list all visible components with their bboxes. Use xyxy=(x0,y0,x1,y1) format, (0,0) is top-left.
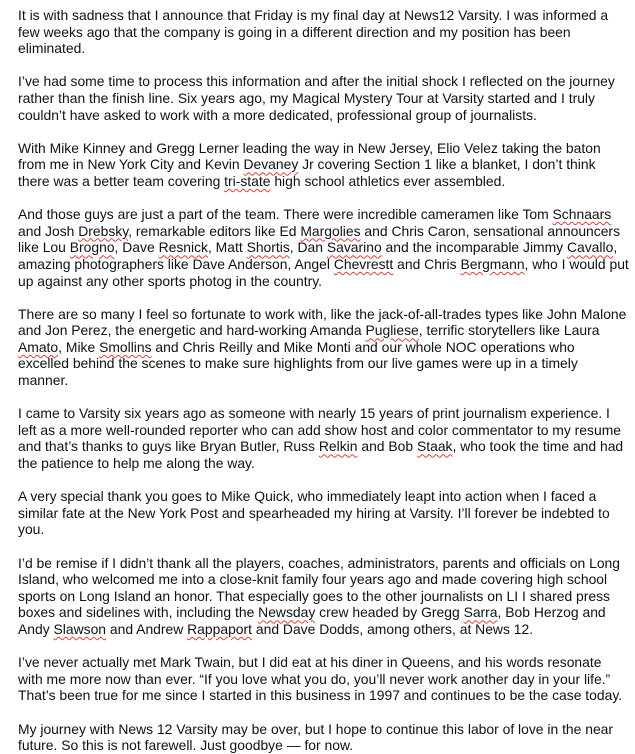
text-run: It is with sadness that I announce that Friday is my final day at News12 Varsity. I was informed a few weeks ago that the company is going in a different direction and my position has been eliminated. xyxy=(18,7,609,57)
text-run: and the incomparable Jimmy xyxy=(381,239,567,256)
misspelled-word[interactable]: Staak xyxy=(416,438,453,455)
paragraph xyxy=(18,140,629,190)
text-run: I’ve never actually met Mark Twain, but I did eat at his diner in Queens, and his words resonate with me more now than ever. “If you love what you do, you’ll never work another day in your life.” That’s been true for me since I started in this business in 1997 and continues to be the case today. xyxy=(18,654,623,704)
misspelled-word[interactable]: Rappaport xyxy=(187,620,253,637)
paragraph xyxy=(18,73,629,123)
text-run: , who I would put up against any other sports photog in the country. xyxy=(18,255,629,289)
text-run: And those guys are just a part of the team. There were incredible cameramen like Tom xyxy=(18,206,553,223)
paragraph xyxy=(18,488,629,538)
text-run: and Andrew xyxy=(106,620,188,637)
text-run: With Mike Kinney and Gregg Lerner leading the way in New Jersey, Elio Velez taking the baton from me in New York City and Kevin xyxy=(18,139,601,173)
paragraph xyxy=(18,555,629,638)
misspelled-word[interactable]: Shortis xyxy=(246,239,290,256)
text-run: and Dave Dodds, among others, at News 12. xyxy=(252,620,534,637)
misspelled-word[interactable]: Smollins xyxy=(99,338,152,355)
text-run: A very special thank you goes to Mike Quick, who immediately leapt into action when I faced a similar fate at the New York Post and spearheaded my hiring at Varsity. I’ll forever be indebted to you. xyxy=(18,488,610,538)
misspelled-word[interactable]: Cavallo xyxy=(566,239,614,256)
text-run: , terrific storytellers like Laura xyxy=(418,322,600,339)
text-run: My journey with News 12 Varsity may be over, but I hope to continue this labor of love in the near future. So this is not farewell. Just goodbye — for now. xyxy=(18,720,614,754)
misspelled-word[interactable]: Pugliese xyxy=(365,322,419,339)
text-run: , amazing photographers like Dave Anderson, Angel xyxy=(18,239,618,272)
misspelled-word[interactable]: tri-state xyxy=(224,172,271,189)
document-body xyxy=(18,7,629,754)
misspelled-word[interactable]: Drebsky xyxy=(78,222,129,239)
text-run: , Bob Herzog and Andy xyxy=(18,604,606,637)
text-run: There are so many I feel so fortunate to work with, like the jack-of-all-trades types like John Malone and Jon Perez, the energetic and hard-working Amanda xyxy=(18,305,627,339)
misspelled-word[interactable]: Newsday xyxy=(258,604,316,621)
misspelled-word[interactable]: Margolies xyxy=(300,222,361,239)
misspelled-word[interactable]: Chevrestt xyxy=(333,255,394,272)
text-run: , Mike xyxy=(58,338,100,355)
paragraph xyxy=(18,206,629,289)
misspelled-word[interactable]: Brogno xyxy=(69,239,115,256)
text-run: , Dave xyxy=(114,239,159,256)
misspelled-word[interactable]: Devaney xyxy=(243,156,299,173)
misspelled-word[interactable]: Schnaars xyxy=(552,206,612,223)
misspelled-word[interactable]: Savarino xyxy=(326,239,382,256)
text-run: and Chris Reilly and Mike Monti and our whole NOC operations who excelled behind the scenes to make sure highlights from our live games were up in a timely manner. xyxy=(18,338,578,389)
paragraph xyxy=(18,654,629,704)
text-run: and Bob xyxy=(357,438,417,455)
misspelled-word[interactable]: Amato xyxy=(18,338,59,355)
misspelled-word[interactable]: Relkin xyxy=(318,438,358,455)
text-run: I came to Varsity six years ago as someone with nearly 15 years of print journalism experience. I left as a more well-rounded reporter who can add show host and color commentator to my resume and that’s thanks to guys like Bryan Butler, Russ xyxy=(18,405,621,455)
text-run: high school athletics ever assembled. xyxy=(270,172,506,189)
text-run: crew headed by Gregg xyxy=(315,604,464,621)
misspelled-word[interactable]: Bergmann xyxy=(460,255,525,272)
text-run: and Chris Caron, sensational announcers like Lou xyxy=(18,222,621,256)
paragraph xyxy=(18,405,629,471)
text-run: , Dan xyxy=(289,239,327,256)
text-run: and Chris xyxy=(393,255,461,272)
misspelled-word[interactable]: Resnick xyxy=(158,239,208,256)
text-run: and Josh xyxy=(18,222,79,239)
text-run: , Matt xyxy=(207,239,247,256)
text-run: I’ve had some time to process this information and after the initial shock I reflected on the journey rather than the finish line. Six years ago, my Magical Mystery Tour at Varsity started and I truly couldn’t have asked to work with a more dedicated, professional group of journalists. xyxy=(18,73,615,123)
misspelled-word[interactable]: Sarra xyxy=(463,604,498,621)
text-run: , who took the time and had the patience to help me along the way. xyxy=(18,438,624,472)
text-run: , remarkable editors like Ed xyxy=(128,222,301,239)
misspelled-word[interactable]: Slawson xyxy=(53,620,107,637)
paragraph xyxy=(18,7,629,57)
text-run: Jr covering Section 1 like a blanket, I don’t think there was a better team covering xyxy=(18,156,596,189)
paragraph xyxy=(18,306,629,389)
text-run: I’d be remise if I didn’t thank all the players, coaches, administrators, parents and officials on Long Island, who welcomed me into a close-knit family four years ago and made covering high school sports on Long Island an honor. That especially goes to the other journalists on LI I shared press boxes and sidelines with, including the xyxy=(18,554,620,621)
paragraph xyxy=(18,721,629,754)
